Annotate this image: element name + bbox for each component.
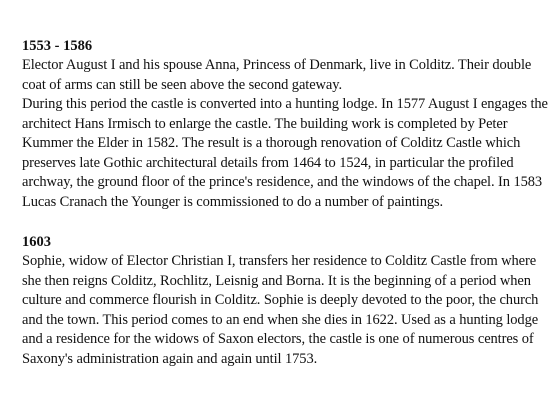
- document-page: [22, 36, 552, 387]
- section-heading: 1603: [22, 234, 51, 250]
- section-1603: [22, 232, 552, 369]
- paragraph: Sophie, widow of Elector Christian I, transfers her residence to Colditz Castle from where she then reigns Colditz, Rochlitz, Leisnig and Borna. It is the beginning of a period when culture and commerce flourish in Colditz. Sophie is deeply devoted to the poor, the church and the town. This period comes to an end when she dies in 1622. Used as a hunting lodge and a residence for the widows of Saxon electors, the castle is one of numerous centres of Saxony's administration again and again until 1753.: [22, 253, 539, 367]
- paragraph: Elector August I and his spouse Anna, Princess of Denmark, live in Colditz. Their double coat of arms can still be seen above the second gateway.: [22, 57, 532, 93]
- paragraph: During this period the castle is converted into a hunting lodge. In 1577 August I engages the architect Hans Irmisch to enlarge the castle. The building work is completed by Peter Kummer the Elder in 1582. The result is a thorough renovation of Colditz Castle which preserves late Gothic architectural details from 1464 to 1524, in particular the profiled archway, the ground floor of the prince's residence, and the windows of the chapel. In 1583 Lucas Cranach the Younger is commissioned to do a number of paintings.: [22, 96, 548, 210]
- section-heading: 1553 - 1586: [22, 38, 93, 54]
- section-1553-1586: [22, 36, 552, 212]
